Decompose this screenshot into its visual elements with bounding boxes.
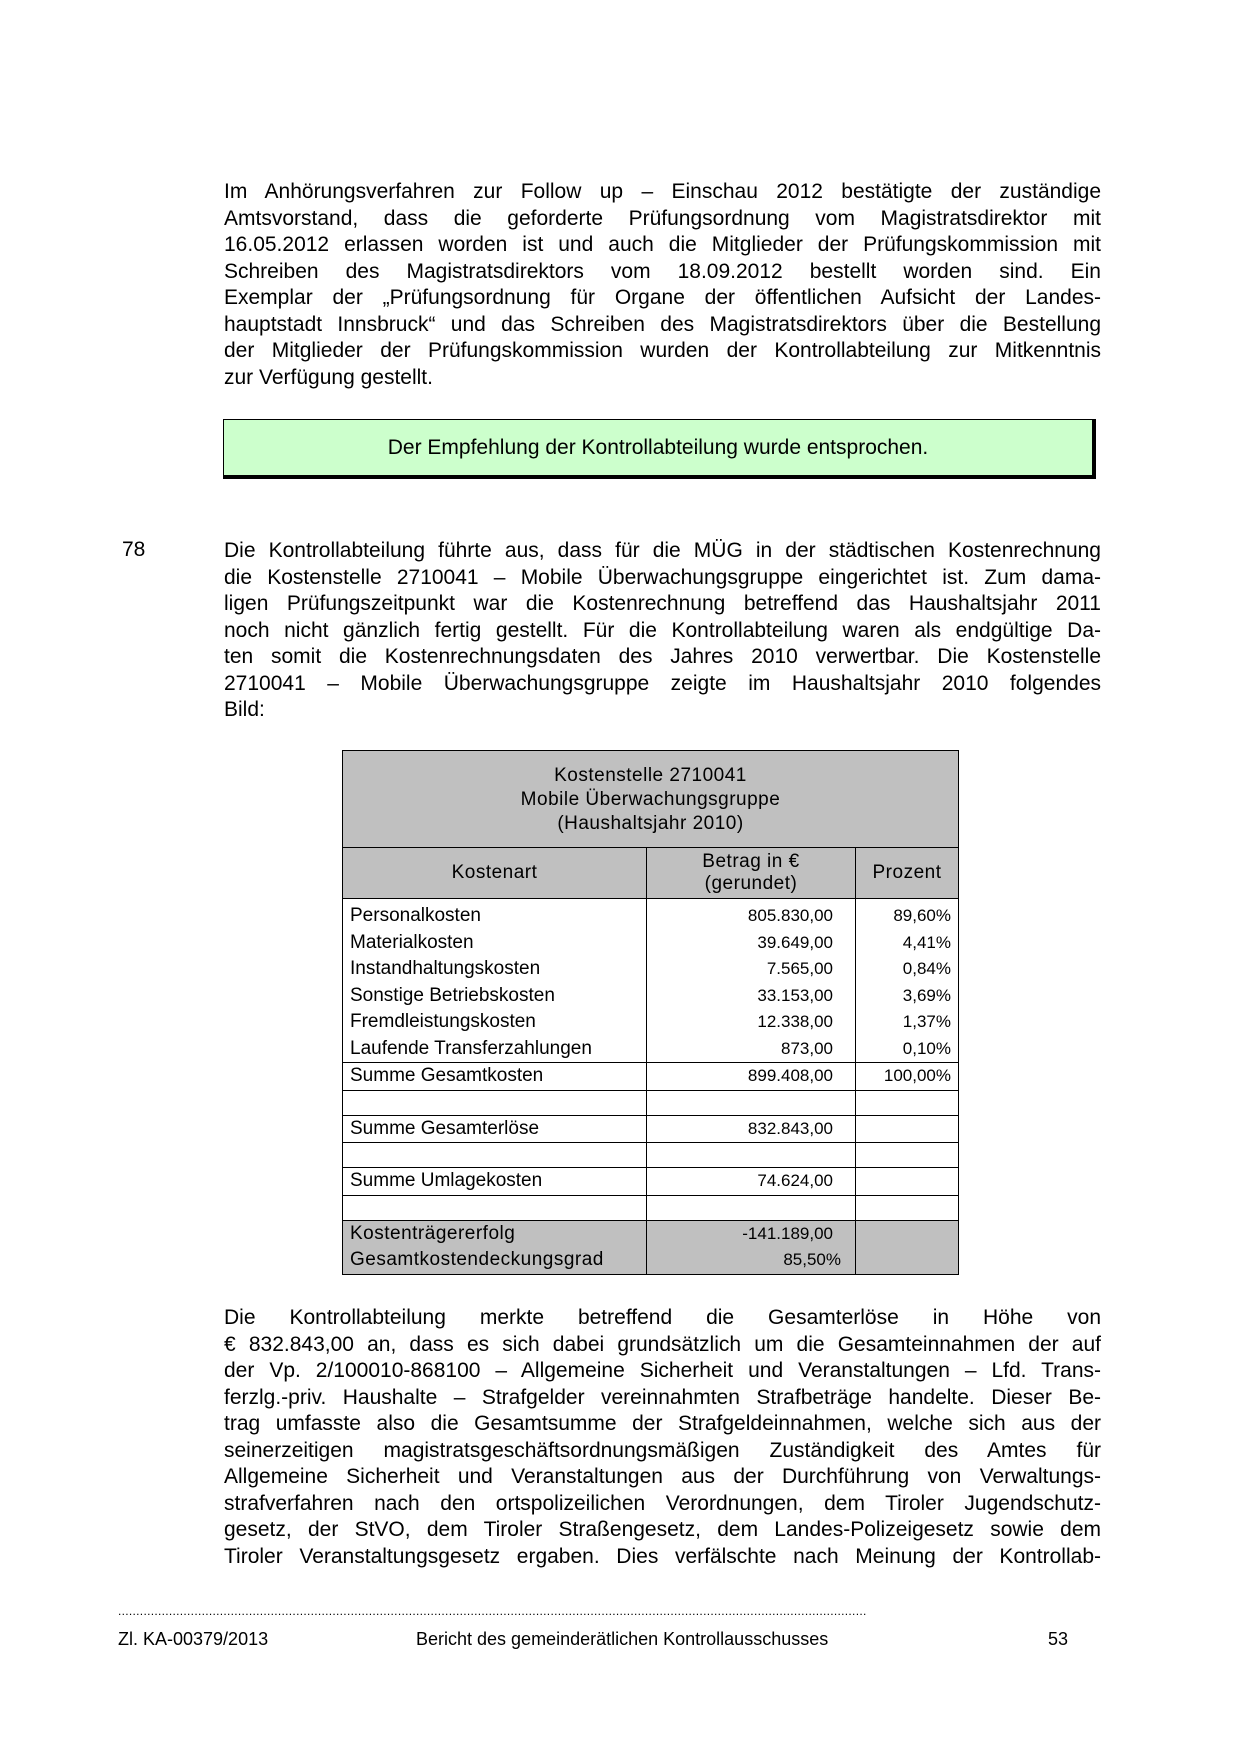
footer-divider: .............................................................................................................................................................................................................. xyxy=(118,1606,867,1616)
row-percent: 0,10% xyxy=(856,1036,959,1063)
row-label: Kostenträgererfolg xyxy=(343,1220,647,1247)
paragraph-78 xyxy=(224,538,1101,724)
blank-cell xyxy=(856,1195,959,1220)
row-label: Personalkosten xyxy=(343,899,647,930)
blank-row xyxy=(343,1195,959,1220)
row-percent: 0,84% xyxy=(856,956,959,983)
row-label: Summe Gesamtkosten xyxy=(343,1063,647,1091)
blank-cell xyxy=(647,1090,856,1115)
table-row xyxy=(343,930,959,957)
table-row xyxy=(343,899,959,930)
row-percent: 3,69% xyxy=(856,983,959,1010)
blank-cell xyxy=(647,1195,856,1220)
row-amount: 12.338,00 xyxy=(647,1009,856,1036)
row-amount: 873,00 xyxy=(647,1036,856,1063)
text-line: strafverfahren nach den ortspolizeilichen Verordnungen, dem Tiroler Jugendschutz- xyxy=(224,1491,1101,1515)
paragraph-number: 78 xyxy=(122,538,146,561)
table-header-row xyxy=(343,848,959,899)
text-line: Im Anhörungsverfahren zur Follow up – Einschau 2012 bestätigte der zuständige xyxy=(224,180,1101,203)
table-title xyxy=(343,751,959,848)
text-line: die Kostenstelle 2710041 – Mobile Überwachungsgruppe eingerichtet ist. Zum dama- xyxy=(224,565,1101,589)
text-line: der Mitglieder der Prüfungskommission wurden der Kontrollabteilung zur Mitkenntnis xyxy=(224,339,1101,362)
blank-cell xyxy=(856,1168,959,1196)
header-betrag-line1: Betrag in € xyxy=(702,851,800,872)
row-percent: 4,41% xyxy=(856,930,959,957)
row-label: Laufende Transferzahlungen xyxy=(343,1036,647,1063)
blank-cell xyxy=(856,1115,959,1143)
blank-row xyxy=(343,1143,959,1168)
text-line: Bild: xyxy=(224,698,265,721)
text-line: 16.05.2012 erlassen worden ist und auch die Mitglieder der Prüfungskommission mit xyxy=(224,233,1101,256)
cost-center-table xyxy=(342,750,959,1275)
table-row xyxy=(343,1036,959,1063)
recommendation-callout xyxy=(223,419,1096,479)
table-title-row xyxy=(343,751,959,848)
text-line: Allgemeine Sicherheit und Veranstaltungen aus der Durchführung von Verwaltungs- xyxy=(224,1465,1101,1488)
text-line: Die Kontrollabteilung merkte betreffend die Gesamterlöse in Höhe von xyxy=(224,1306,1101,1329)
coverage-row xyxy=(343,1247,959,1274)
text-line: ligen Prüfungszeitpunkt war die Kostenrechnung betreffend das Haushaltsjahr 2011 xyxy=(224,592,1101,615)
total-revenue-row xyxy=(343,1115,959,1143)
text-line: Exemplar der „Prüfungsordnung für Organe der öffentlichen Aufsicht der Landes- xyxy=(224,286,1101,309)
text-line: seinerzeitigen magistratsgeschäftsordnungsmäßigen Zuständigkeit des Amtes für xyxy=(224,1438,1101,1462)
row-amount: 832.843,00 xyxy=(647,1115,856,1143)
blank-cell xyxy=(647,1143,856,1168)
blank-cell xyxy=(856,1220,959,1247)
text-line: der Vp. 2/100010-868100 – Allgemeine Sicherheit und Veranstaltungen – Lfd. Trans- xyxy=(224,1359,1101,1382)
blank-row xyxy=(343,1090,959,1115)
row-amount: 85,50% xyxy=(647,1247,856,1274)
row-label: Gesamtkostendeckungsgrad xyxy=(343,1247,647,1274)
title-line: (Haushaltsjahr 2010) xyxy=(557,813,744,834)
table-row xyxy=(343,983,959,1010)
row-percent: 100,00% xyxy=(856,1063,959,1091)
text-line: ferzlg.-priv. Haushalte – Strafgelder vereinnahmten Strafbeträge handelte. Dieser Be- xyxy=(224,1385,1101,1409)
row-amount: 899.408,00 xyxy=(647,1063,856,1091)
row-amount: 74.624,00 xyxy=(647,1168,856,1196)
text-line: hauptstadt Innsbruck“ und das Schreiben des Magistratsdirektors über die Bestellung xyxy=(224,312,1101,336)
row-amount: -141.189,00 xyxy=(647,1220,856,1247)
blank-cell xyxy=(343,1090,647,1115)
row-amount: 7.565,00 xyxy=(647,956,856,983)
row-amount: 33.153,00 xyxy=(647,983,856,1010)
text-line: € 832.843,00 an, dass es sich dabei grundsätzlich um die Gesamteinnahmen der auf xyxy=(224,1332,1101,1356)
text-line: Tiroler Veranstaltungsgesetz ergaben. Dies verfälschte nach Meinung der Kontrollab- xyxy=(224,1544,1101,1568)
blank-cell xyxy=(343,1195,647,1220)
total-costs-row xyxy=(343,1063,959,1091)
callout-text: Der Empfehlung der Kontrollabteilung wurde entsprochen. xyxy=(387,435,929,459)
result-row xyxy=(343,1220,959,1247)
text-line: noch nicht gänzlich fertig gestellt. Für die Kontrollabteilung waren als endgültige Da- xyxy=(224,618,1101,642)
title-line: Kostenstelle 2710041 xyxy=(554,765,747,786)
row-label: Instandhaltungskosten xyxy=(343,956,647,983)
row-label: Summe Umlagekosten xyxy=(343,1168,647,1196)
page-number: 53 xyxy=(1048,1629,1069,1649)
text-line: 2710041 – Mobile Überwachungsgruppe zeigte im Haushaltsjahr 2010 folgendes xyxy=(224,671,1101,695)
paragraph-follow-up xyxy=(224,179,1101,391)
text-line: Amtsvorstand, dass die geforderte Prüfungsordnung vom Magistratsdirektor mit xyxy=(224,206,1101,230)
row-percent: 1,37% xyxy=(856,1009,959,1036)
header-betrag-line2: (gerundet) xyxy=(704,873,798,894)
row-amount: 39.649,00 xyxy=(647,930,856,957)
row-amount: 805.830,00 xyxy=(647,899,856,930)
blank-cell xyxy=(856,1247,959,1274)
footer-reference: Zl. KA-00379/2013 xyxy=(118,1629,269,1649)
header-betrag xyxy=(647,848,856,899)
text-line: Die Kontrollabteilung führte aus, dass für die MÜG in der städtischen Kostenrechnung xyxy=(224,539,1101,562)
title-line: Mobile Überwachungsgruppe xyxy=(520,789,781,810)
blank-cell xyxy=(856,1090,959,1115)
allocation-costs-row xyxy=(343,1168,959,1196)
blank-cell xyxy=(856,1143,959,1168)
text-line: zur Verfügung gestellt. xyxy=(224,365,433,389)
row-percent: 89,60% xyxy=(856,899,959,930)
header-prozent: Prozent xyxy=(856,848,959,899)
row-label: Materialkosten xyxy=(343,930,647,957)
table-row xyxy=(343,956,959,983)
text-line: gesetz, der StVO, dem Tiroler Straßengesetz, dem Landes-Polizeigesetz sowie dem xyxy=(224,1518,1101,1541)
header-kostenart: Kostenart xyxy=(343,848,647,899)
footer-title: Bericht des gemeinderätlichen Kontrollausschusses xyxy=(416,1629,829,1649)
paragraph-revenue-remark xyxy=(224,1305,1101,1570)
table-row xyxy=(343,1009,959,1036)
row-label: Summe Gesamterlöse xyxy=(343,1115,647,1143)
text-line: Schreiben des Magistratsdirektors vom 18.09.2012 bestellt worden sind. Ein xyxy=(224,259,1101,283)
text-line: ten somit die Kostenrechnungsdaten des Jahres 2010 verwertbar. Die Kostenstelle xyxy=(224,645,1101,668)
blank-cell xyxy=(343,1143,647,1168)
row-label: Fremdleistungskosten xyxy=(343,1009,647,1036)
text-line: trag umfasste also die Gesamtsumme der Strafgeldeinnahmen, welche sich aus der xyxy=(224,1412,1101,1435)
row-label: Sonstige Betriebskosten xyxy=(343,983,647,1010)
